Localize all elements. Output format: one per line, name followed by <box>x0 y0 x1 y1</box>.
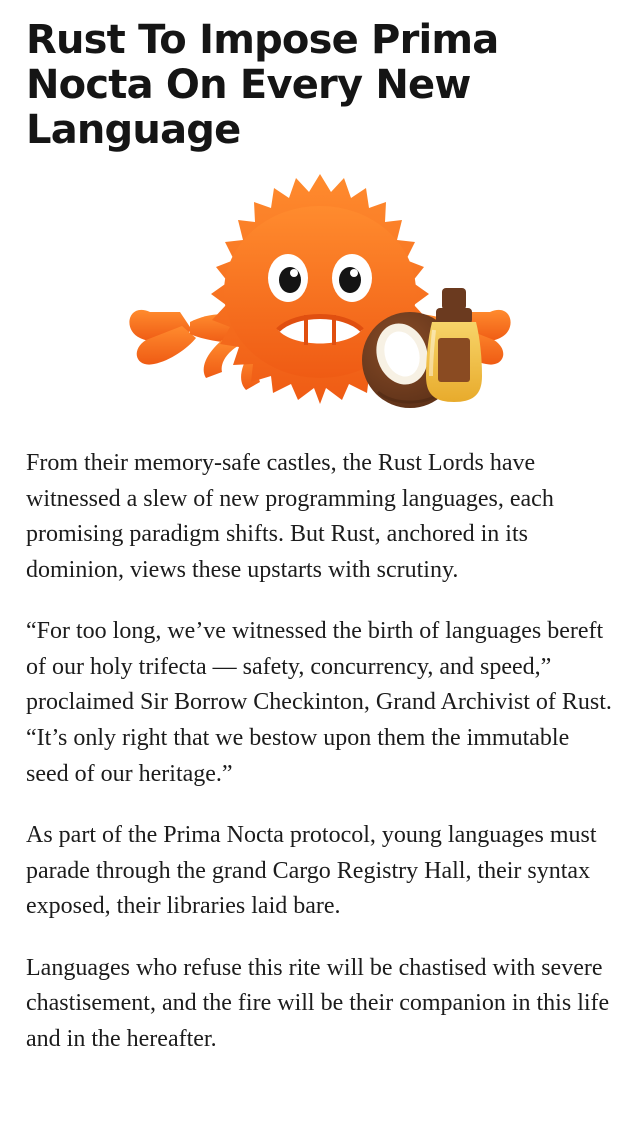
article-paragraph: From their memory-safe castles, the Rust Lords have witnessed a slew of new programming languages, each promising paradigm shifts. But Rust, anchored in its dominion, views these upstarts with scrutiny. <box>26 450 554 583</box>
article-paragraph: Languages who refuse this rite will be chastised with severe chastisement, and the fire will be their companion in this life and in the hereafter. <box>26 954 610 1052</box>
crab-illustration <box>110 162 530 422</box>
crab-icon <box>110 162 530 422</box>
oil-bottle-icon <box>426 288 482 402</box>
article-paragraph: As part of the Prima Nocta protocol, young languages must parade through the grand Cargo Registry Hall, their syntax exposed, their libraries laid bare. <box>26 822 597 920</box>
article-body <box>26 446 614 1057</box>
page-title: Rust To Impose Prima Nocta On Every New Language <box>26 17 499 153</box>
hero-image <box>26 162 614 432</box>
article-paragraph: “For too long, we’ve witnessed the birth of languages bereft of our holy trifecta — safety, concurrency, and speed,” proclaimed Sir Borrow Checkinton, Grand Archivist of Rust. “It’s only right that we bestow upon them the immutable seed of our heritage.” <box>26 618 612 787</box>
